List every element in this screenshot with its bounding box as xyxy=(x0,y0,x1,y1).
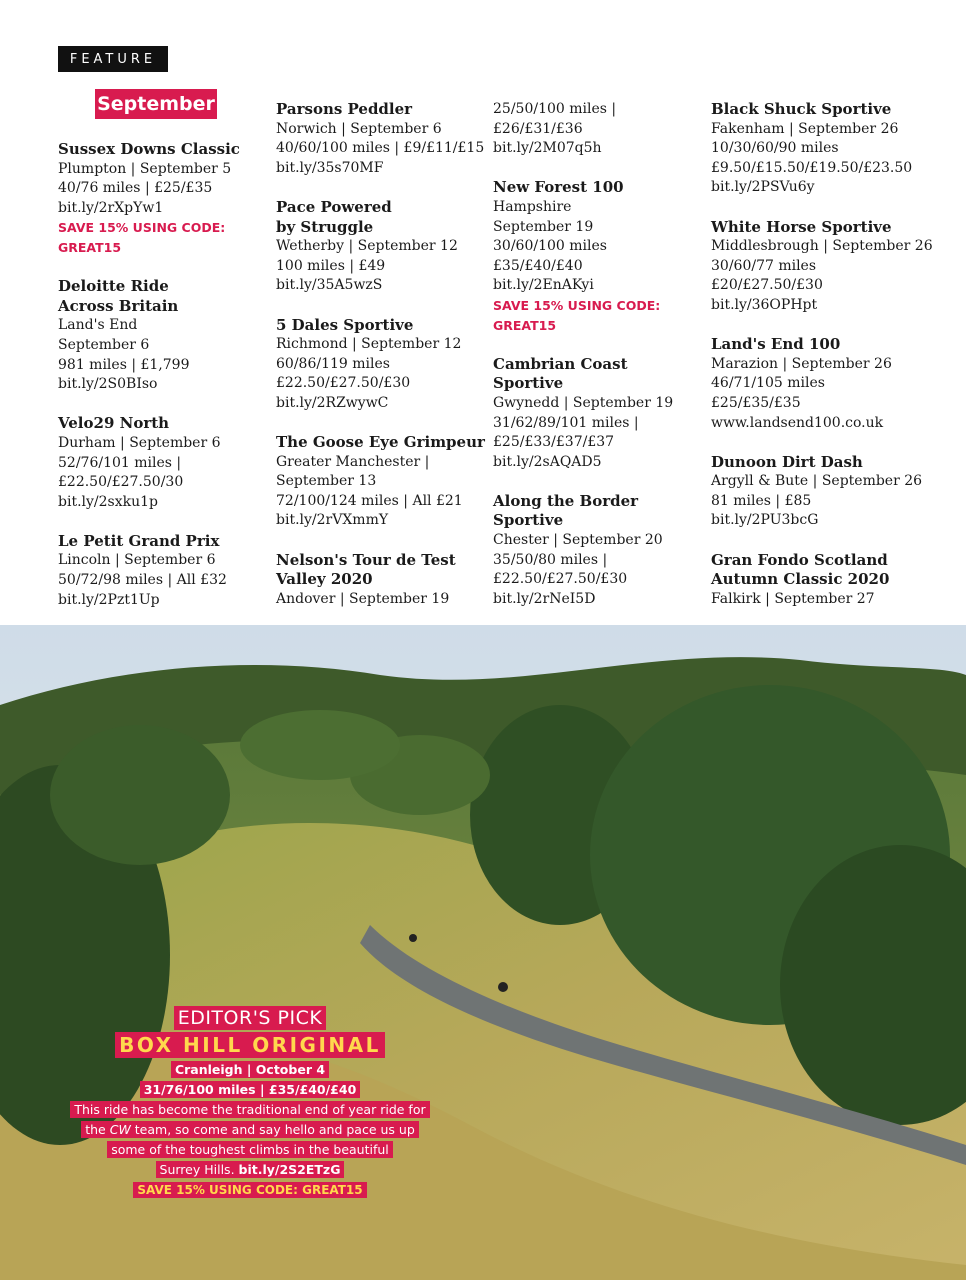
listing-column-3 xyxy=(493,100,738,629)
event-detail: 72/100/124 miles | All £21 xyxy=(276,492,463,509)
event-name-line-2: Sportive xyxy=(493,511,564,530)
event-listing xyxy=(493,100,738,159)
event-name: Gran Fondo Scotland xyxy=(711,550,888,569)
event-name: Velo29 North xyxy=(58,414,170,433)
event-listing xyxy=(58,532,303,610)
event-name: Along the Border xyxy=(493,491,639,510)
event-detail: £20/£27.50/£30 xyxy=(711,277,823,294)
event-listing xyxy=(711,100,956,198)
event-detail: £22.50/£27.50/£30 xyxy=(276,375,411,392)
event-detail: Land's End xyxy=(58,317,138,334)
event-detail: 30/60/100 miles xyxy=(493,238,607,255)
event-detail: 35/50/80 miles | xyxy=(493,551,608,568)
event-listing xyxy=(58,140,303,258)
event-name: The Goose Eye Grimpeur xyxy=(276,433,485,452)
event-listing xyxy=(711,551,956,610)
event-name: White Horse Sportive xyxy=(711,217,892,236)
event-detail: Greater Manchester | xyxy=(276,453,430,470)
event-detail: 100 miles | £49 xyxy=(276,257,386,274)
event-listing xyxy=(711,453,956,531)
event-listing xyxy=(711,335,956,433)
event-name: Deloitte Ride xyxy=(58,277,169,296)
event-detail: £25/£35/£35 xyxy=(711,394,801,411)
event-name-line-2: by Struggle xyxy=(276,217,374,236)
event-detail: September 13 xyxy=(276,473,377,490)
event-detail: Richmond | September 12 xyxy=(276,336,462,353)
event-link[interactable]: bit.ly/2sAQAD5 xyxy=(493,453,602,470)
promo-code: SAVE 15% USING CODE: xyxy=(493,297,661,313)
event-link[interactable]: bit.ly/2PSVu6y xyxy=(711,179,815,196)
event-detail: 981 miles | £1,799 xyxy=(58,356,190,373)
event-detail: 50/72/98 miles | All £32 xyxy=(58,572,227,589)
event-name: Cambrian Coast xyxy=(493,354,628,373)
event-name: Parsons Peddler xyxy=(276,100,413,118)
event-listing xyxy=(276,198,521,296)
event-name: Land's End 100 xyxy=(711,335,841,354)
event-detail: Gwynedd | September 19 xyxy=(493,394,674,411)
editors-pick-body-1: This ride has become the traditional end of year ride for xyxy=(70,1101,429,1118)
month-heading: September xyxy=(95,89,217,119)
event-listing xyxy=(58,277,303,395)
event-detail: 30/60/77 miles xyxy=(711,257,817,274)
event-link[interactable]: bit.ly/35s70MF xyxy=(276,159,384,176)
promo-code: SAVE 15% USING CODE: xyxy=(58,220,226,236)
event-detail: Argyll & Bute | September 26 xyxy=(711,473,923,490)
editors-pick-body-4: Surrey Hills. bit.ly/2S2ETzG xyxy=(156,1161,345,1178)
editors-pick-link[interactable]: bit.ly/2S2ETzG xyxy=(238,1162,341,1177)
editors-pick-title: BOX HILL ORIGINAL xyxy=(115,1032,385,1058)
event-link[interactable]: bit.ly/2M07q5h xyxy=(493,140,602,157)
event-detail: September 19 xyxy=(493,218,594,235)
event-link[interactable]: bit.ly/36OPHpt xyxy=(711,296,818,313)
event-detail: Fakenham | September 26 xyxy=(711,120,899,137)
event-detail: £26/£31/£36 xyxy=(493,120,583,137)
event-detail: 60/86/119 miles xyxy=(276,355,390,372)
event-name-line-2: Sportive xyxy=(493,374,564,393)
event-link[interactable]: bit.ly/35A5wzS xyxy=(276,277,383,294)
editors-pick-location: Cranleigh | October 4 xyxy=(171,1061,329,1078)
event-name: Le Petit Grand Prix xyxy=(58,531,220,550)
event-detail: 31/62/89/101 miles | xyxy=(493,414,639,431)
event-detail: Andover | September 19 xyxy=(276,590,450,607)
section-tag: FEATURE xyxy=(58,46,168,72)
event-name: Pace Powered xyxy=(276,197,392,216)
event-listing xyxy=(493,355,738,473)
event-detail: Middlesbrough | September 26 xyxy=(711,238,933,255)
event-detail: £9.50/£15.50/£19.50/£23.50 xyxy=(711,159,913,176)
editors-pick-kicker: EDITOR'S PICK xyxy=(174,1006,327,1030)
event-name: Nelson's Tour de Test xyxy=(276,550,456,569)
event-detail: 46/71/105 miles xyxy=(711,375,825,392)
event-name: Dunoon Dirt Dash xyxy=(711,452,863,471)
event-link[interactable]: bit.ly/2PU3bcG xyxy=(711,512,819,529)
event-listing xyxy=(493,178,738,335)
promo-code: GREAT15 xyxy=(58,239,122,255)
event-name: New Forest 100 xyxy=(493,178,624,197)
event-detail: Chester | September 20 xyxy=(493,532,663,549)
editors-pick-body-3: some of the toughest climbs in the beautiful xyxy=(107,1141,393,1158)
event-detail: 81 miles | £85 xyxy=(711,492,812,509)
event-name: Sussex Downs Classic xyxy=(58,140,240,158)
event-detail: £22.50/£27.50/30 xyxy=(58,474,184,491)
event-detail: Falkirk | September 27 xyxy=(711,590,875,607)
event-detail: Norwich | September 6 xyxy=(276,120,442,137)
event-detail: £22.50/£27.50/£30 xyxy=(493,571,628,588)
event-listing xyxy=(276,433,521,531)
event-listing xyxy=(276,316,521,414)
event-detail: 40/60/100 miles | £9/£11/£15 xyxy=(276,140,485,157)
event-listing xyxy=(276,100,521,178)
event-listing xyxy=(276,551,521,610)
listing-column-1 xyxy=(58,140,303,630)
event-detail: Plumpton | September 5 xyxy=(58,160,232,177)
listing-column-4 xyxy=(711,100,956,629)
event-detail: 25/50/100 miles | xyxy=(493,101,617,117)
event-detail: Wetherby | September 12 xyxy=(276,238,458,255)
event-detail: Marazion | September 26 xyxy=(711,355,892,372)
event-detail: Lincoln | September 6 xyxy=(58,552,216,569)
editors-pick xyxy=(20,1005,480,1199)
event-link[interactable]: bit.ly/2EnAKyi xyxy=(493,277,594,294)
event-detail: £25/£33/£37/£37 xyxy=(493,434,615,451)
event-link[interactable]: bit.ly/2RZwywC xyxy=(276,394,389,411)
event-link[interactable]: bit.ly/2sxku1p xyxy=(58,493,158,510)
event-link[interactable]: bit.ly/2Pzt1Up xyxy=(58,591,160,608)
event-detail: £35/£40/£40 xyxy=(493,257,583,274)
event-listing xyxy=(58,414,303,512)
event-name-line-2: Valley 2020 xyxy=(276,570,373,589)
editors-pick-body-2: the CW team, so come and say hello and pace us up xyxy=(81,1121,419,1138)
event-listing xyxy=(493,492,738,610)
promo-code: GREAT15 xyxy=(493,317,557,333)
event-link[interactable]: bit.ly/2S0BIso xyxy=(58,376,158,393)
event-detail: Hampshire xyxy=(493,198,572,215)
event-name-line-2: Across Britain xyxy=(58,296,179,315)
event-link[interactable]: www.landsend100.co.uk xyxy=(711,414,884,431)
event-detail: September 6 xyxy=(58,336,150,353)
event-link[interactable]: bit.ly/2rXpYw1 xyxy=(58,199,164,216)
event-link[interactable]: bit.ly/2rVXmmY xyxy=(276,512,389,529)
event-detail: Durham | September 6 xyxy=(58,434,221,451)
event-name: 5 Dales Sportive xyxy=(276,315,414,334)
editors-pick-promo-code: SAVE 15% USING CODE: GREAT15 xyxy=(133,1182,366,1198)
listing-column-2 xyxy=(276,100,521,629)
event-name: Black Shuck Sportive xyxy=(711,100,892,118)
editors-pick-details: 31/76/100 miles | £35/£40/£40 xyxy=(140,1081,361,1098)
event-detail: 40/76 miles | £25/£35 xyxy=(58,180,213,197)
event-listing xyxy=(711,218,956,316)
event-detail: 52/76/101 miles | xyxy=(58,454,182,471)
event-name-line-2: Autumn Classic 2020 xyxy=(711,570,890,589)
event-detail: 10/30/60/90 miles xyxy=(711,140,839,157)
event-link[interactable]: bit.ly/2rNeI5D xyxy=(493,590,596,607)
